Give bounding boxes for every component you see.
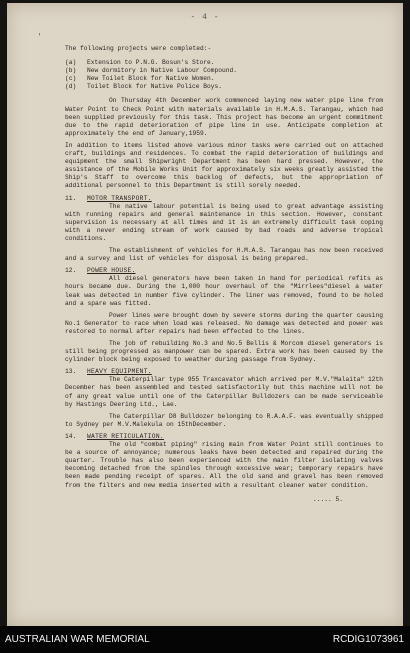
archive-footer (0, 626, 410, 653)
section-title: MOTOR TRANSPORT. (87, 194, 152, 202)
paragraph: The native labour potential is being used to great advantage assisting with running repairs and general maintenance in this section. However, constant supervision is necessary at all times and it is an extremely difficult task coping with a never ending stream of work caused by bad roads and adverse tropical conditions. (65, 202, 383, 242)
page-number: - 4 - (190, 13, 220, 22)
list-item-label: (b) (65, 67, 77, 75)
paragraph: Power lines were brought down by severe storms during the quarter causing No.1 Generator to race when load was released. No damage was detected and power was restored to normal after repairs had been effected to the lines. (65, 311, 383, 335)
corner-mark: ' (37, 33, 42, 42)
intro-line: The following projects were completed:- (65, 45, 212, 52)
document-page (7, 3, 403, 626)
section-heading-12 (65, 267, 383, 275)
section-heading-13 (65, 368, 383, 376)
paragraph: The job of rebuilding No.3 and No.5 Bellis & Morcom diesel generators is still being progressed as manpower can be spared. Extra work has been caused by the cylinder block being exposed to weather during passage from Sydney. (65, 340, 383, 364)
list-item (65, 75, 383, 83)
paragraph: The Caterpillar D8 Bulldozer belonging to R.A.A.F. was eventually shipped to Sydney per M.V.Malekula on 15thDecember. (65, 412, 383, 428)
section-number: 14. (65, 432, 77, 440)
list-item-label: (d) (65, 83, 77, 91)
list-item-text: New dormitory in Native Labour Compound. (87, 67, 238, 75)
section-title: HEAVY EQUIPMENT. (87, 368, 152, 376)
section-title: POWER HOUSE. (87, 267, 136, 275)
section-number: 11. (65, 194, 77, 202)
paragraph: The Caterpillar type 955 Traxcavator which arrived per M.V."Malaita" 12th December has been assembled and tested satisfactorily but this machine will not be of any great value until one of the Caterpillar Bulldozers can be made serviceable by Hastings Deering Ltd., Lae. (65, 376, 383, 408)
list-item (65, 83, 383, 91)
paragraph-water-pipe: On Thursday 4th December work commenced laying new water pipe line from Water Point to Check Point with materials available in H.M.A.S. Tarangau, which had been supplied previously for this task. This project has become an urgent commitment due to the rapid deterioration of pipe line in use. Anticipate completion at approximately the end of January,1959. (65, 97, 383, 137)
list-item-text: Extension to P.N.G. Bosun's Store. (87, 59, 215, 67)
section-heading-14 (65, 433, 383, 441)
projects-list (65, 59, 383, 91)
paragraph: All diesel generators have been taken in hand for periodical refits as hours became due. During the 1,000 hour overhaul of the "Mirrlees"diesel a water leak was detected in number five cylinder. The liner was removed, found to be holed and a spare was fitted. (65, 275, 383, 307)
list-item-text: Toilet Block for Native Police Boys. (87, 83, 223, 91)
list-item-label: (c) (65, 75, 77, 83)
paragraph: The old "combat piping" rising main from Water Point still continues to be a source of annoyance; numerous leaks have been detected and repaired during the quarter. Trouble has also been experienced with the main filter isolating valves becoming detached from the spindles through excessive wear; temporary repairs have been made pending receipt of spares. All the old sand and gravel has been removed from the filters and new media inserted with a resultant cleaner water condition. (65, 441, 383, 489)
section-number: 12. (65, 267, 77, 275)
section-heading-11 (65, 195, 383, 203)
footer-institution: AUSTRALIAN WAR MEMORIAL (5, 634, 150, 645)
section-number: 13. (65, 368, 77, 376)
document-body (65, 45, 383, 504)
list-item (65, 67, 383, 75)
paragraph: The establishment of vehicles for H.M.A.S. Tarangau has now been received and a survey and list of vehicles for disposal is being prepared. (65, 247, 383, 263)
list-item-text: New Toilet Block for Native Women. (87, 75, 215, 83)
continuation-marker: ..... 5. (312, 495, 343, 503)
list-item (65, 59, 383, 67)
section-title: WATER RETICULATION. (87, 432, 164, 440)
paragraph-minor-tasks: In addition to items listed above various minor tasks were carried out on attached craft, buildings and residences. To combat the rapid deterioration of buildings and equipment the small Shipwright Department has been hard pressed. However, the assistance of the Mobile Works Unit for approximately six weeks greatly assisted the Ship's Staff to overcome this backlog of defects, but the appropriation of additional personnel to this Department is still sorely needed. (65, 141, 383, 190)
list-item-label: (a) (65, 59, 77, 67)
footer-record-id: RCDIG1073961 (332, 634, 404, 645)
